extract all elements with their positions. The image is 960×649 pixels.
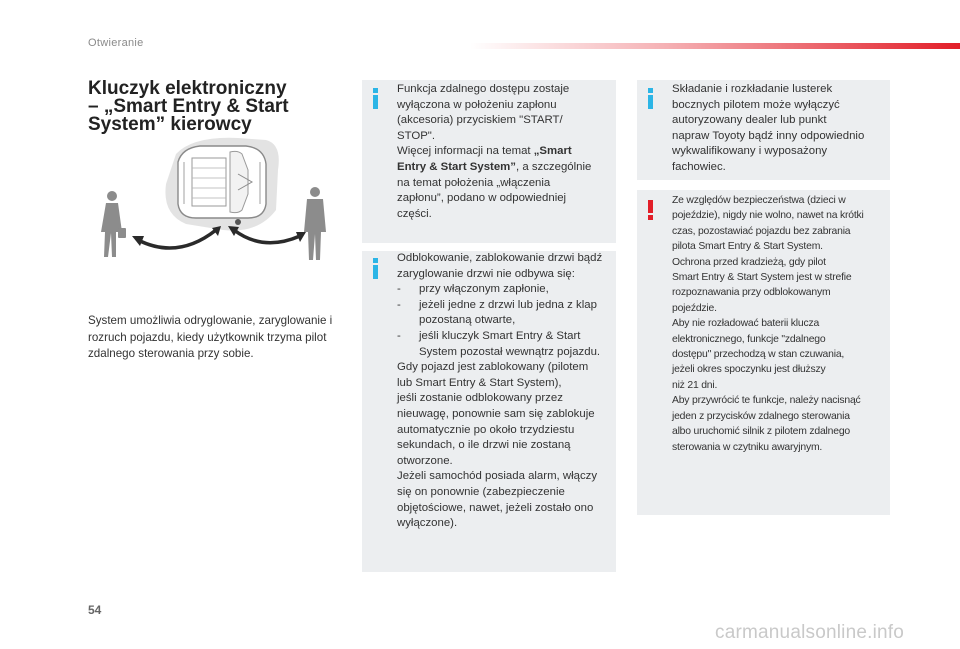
- text-line: autoryzowany dealer lub punkt: [672, 114, 827, 127]
- smart-entry-illustration: [88, 132, 348, 272]
- watermark: carmanualsonline.info: [715, 622, 905, 643]
- list-item: [397, 298, 614, 329]
- text-line: czas, pozostawiać pojazdu bez zabrania: [672, 225, 851, 237]
- intro-paragraph: System umożliwia odryglowanie, zaryglowanie i rozruch pojazdu, kiedy użytkownik trzyma pilot zdalnego sterowania przy sobie.: [88, 314, 333, 360]
- title-line: – „Smart Entry & Start: [88, 96, 289, 117]
- warning-icon: [648, 200, 654, 220]
- text-line: Funkcja zdalnego dostępu zostaje: [397, 83, 570, 95]
- info-box-remote-access-text: [397, 82, 612, 222]
- man-figure: [304, 187, 326, 260]
- text-line: na temat położenia „włączenia: [397, 176, 551, 189]
- text-line: przy włączonym zapłonie,: [419, 283, 549, 296]
- text-line: wyłączone).: [397, 517, 458, 530]
- text-line: albo uruchomić silnik z pilotem zdalnego: [672, 426, 850, 438]
- bold-term: „Smart: [533, 145, 572, 158]
- page-number: 54: [88, 603, 102, 617]
- title-line: System” kierowcy: [88, 114, 252, 135]
- header-accent-bar: [470, 43, 960, 49]
- text-line: elektronicznego, funkcje "zdalnego: [672, 333, 826, 345]
- text-line: niż 21 dni.: [672, 379, 718, 391]
- text-line: pilota Smart Entry & Start System.: [672, 241, 823, 253]
- section-title: Otwieranie: [88, 37, 144, 49]
- text-line: sekundach, o ile drzwi nie zostaną: [397, 439, 571, 452]
- text-line: (akcesoria) przyciskiem "START/: [397, 114, 563, 127]
- text-line: Odblokowanie, zablokowanie drzwi bądź: [397, 252, 603, 264]
- warning-box-safety-text: [672, 193, 888, 455]
- title-line: Kluczyk elektroniczny: [88, 78, 287, 99]
- text-line: wyłączona w położeniu zapłonu: [397, 98, 557, 111]
- bold-term: Entry & Start System”: [397, 160, 517, 173]
- text-line: Aby nie rozładować baterii klucza: [672, 318, 820, 330]
- text-line: jeden z przycisków zdalnego sterowania: [672, 410, 850, 422]
- text-line: [397, 160, 612, 176]
- text-line: jeżeli jedne z drzwi lub jedna z klap: [419, 298, 597, 311]
- text-line: Składanie i rozkładanie lusterek: [672, 83, 833, 95]
- text-fragment: , a szczególnie: [516, 160, 592, 173]
- text-line: Ze względów bezpieczeństwa (dzieci w: [672, 195, 846, 206]
- text-line: Smart Entry & Start System jest w strefie: [672, 272, 852, 284]
- text-line: Aby przywrócić te funkcje, należy nacisnąć: [672, 395, 861, 407]
- list-item: [397, 282, 614, 298]
- text-line: [397, 144, 612, 160]
- text-line: zaryglowanie drzwi nie odbywa się:: [397, 267, 575, 280]
- text-line: STOP".: [397, 129, 436, 142]
- text-line: pozostaną otwarte,: [419, 314, 516, 327]
- text-line: nieuwagę, ponownie sam się zablokuje: [397, 407, 595, 420]
- text-line: lub Smart Entry & Start System),: [397, 376, 562, 389]
- text-line: fachowiec.: [672, 160, 726, 173]
- text-line: pojeździe), nigdy nie wolno, nawet na krótki: [672, 210, 864, 222]
- text-line: jeżeli okres spoczynku jest dłuższy: [672, 364, 826, 376]
- list-dash: -: [397, 298, 401, 311]
- text-line: pojeździe.: [672, 302, 717, 314]
- text-line: zapłonu”, podano w odpowiedniej: [397, 192, 567, 205]
- text-line: jeśli kluczyk Smart Entry & Start: [419, 329, 581, 342]
- text-line: jeśli zostanie odblokowany przez: [397, 392, 563, 405]
- text-line: części.: [397, 207, 432, 220]
- text-line: Gdy pojazd jest zablokowany (pilotem: [397, 361, 589, 374]
- text-line: rozpoznawania przy odblokowanym: [672, 287, 831, 299]
- info-icon: [373, 258, 379, 279]
- text-line: wykwalifikowany i wyposażony: [672, 145, 828, 158]
- text-line: Jeżeli samochód posiada alarm, włączy: [397, 470, 598, 483]
- page-title: [88, 80, 328, 134]
- text-line: dostępu" przechodzą w stan czuwania,: [672, 349, 845, 361]
- list-dash: -: [397, 283, 401, 296]
- text-line: napraw Toyoty bądź inny odpowiednio: [672, 129, 865, 142]
- info-icon: [373, 88, 379, 109]
- list-item: [397, 329, 614, 360]
- text-line: się on ponownie (zabezpieczenie: [397, 485, 565, 498]
- woman-figure: [101, 191, 126, 257]
- list-dash: -: [397, 329, 401, 342]
- text-fragment: Więcej informacji na temat: [397, 145, 534, 158]
- text-line: sterowania w czytniku awaryjnym.: [672, 441, 823, 453]
- text-line: otworzone.: [397, 454, 453, 467]
- info-box-mirrors-text: [672, 82, 886, 176]
- text-line: automatycznie po około trzydziestu: [397, 423, 575, 436]
- text-line: Ochrona przed kradzieżą, gdy pilot: [672, 256, 826, 268]
- text-line: bocznych pilotem może wyłączyć: [672, 98, 840, 111]
- info-box-locking-text: [397, 251, 614, 532]
- info-icon: [648, 88, 654, 109]
- text-line: objętościowe, nawet, jeżeli zostało ono: [397, 501, 594, 514]
- text-line: System pozostał wewnątrz pojazdu.: [419, 345, 601, 358]
